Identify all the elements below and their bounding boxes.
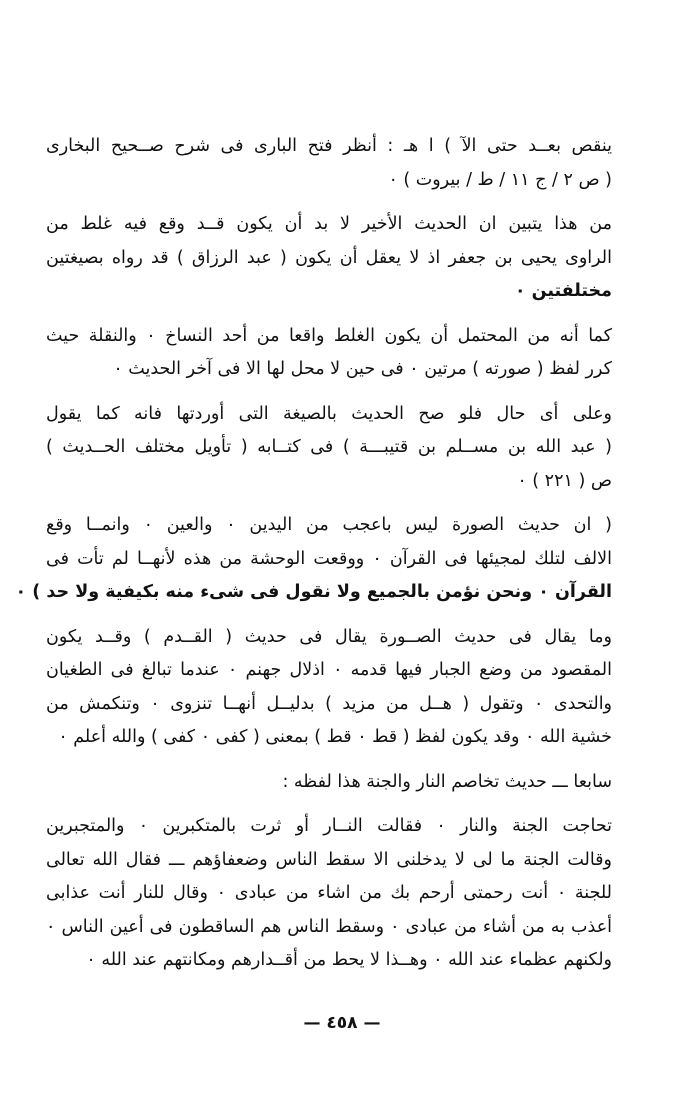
paragraph [46,810,612,978]
text-line: ( ص ٢ / ج ١١ / ط / بيروت ) ٠ [388,169,612,190]
paragraph [46,320,612,387]
paragraph [46,621,612,755]
text-line: وما يقال فى حديث الصــورة يقال فى حديث ( القــدم ) وقــد يكون [46,626,612,647]
text-line: كما أنه من المحتمل أن يكون الغلط واقعا من أحد النساخ ٠ والنقلة حيث [46,325,612,346]
text-line: والتحدى ٠ وتقول ( هــل من مزيد ) بدليــل أنهــا تنزوى ٠ وتنكمش من [46,693,613,714]
text-line: الراوى يحيى بن جعفر اذ لا يعقل أن يكون ( عبد الرزاق ) قد رواه بصيغتين [46,247,612,268]
text-line: أعذب به من أشاء من عبادى ٠ وسقط الناس هم الساقطون فى أعين الناس ٠ [46,916,612,937]
text-line: المقصود من وضع الجبار فيها قدمه ٠ اذلال جهنم ٠ عندما تبالغ فى الطغيان [46,660,613,680]
paragraph [46,766,612,800]
text-line: سابعا ـــ حديث تخاصم النار والجنة هذا لفظه : [282,771,612,792]
paragraph [15,509,612,610]
text-line: ولكنهم عظماء عند الله ٠ وهــذا لا يحط من أقــدارهم ومكانتهم عند الله ٠ [86,950,612,970]
text-line: وعلى أى حال فلو صح الحديث بالصيغة التى أوردتها فانه كما يقول [46,403,612,424]
text-line: ينقص بعــد حتى الآ ) ا هـ : أنظر فتح البارى فى شرح صــحيح البخارى [46,136,612,156]
text-line: ( ان حديث الصورة ليس باعجب من اليدين ٠ والعين ٠ وانمــا وقع [46,515,612,535]
text-line: من هذا يتبين ان الحديث الأخير لا بد أن يكون قــد وقع فيه غلط من [46,214,612,234]
text-line: ص ( ٢٢١ ) ٠ [517,470,612,491]
paragraph [46,208,612,309]
main-text [15,130,613,989]
text-line: القرآن ٠ ونحن نؤمن بالجميع ولا نقول فى شىء منه بكيفية ولا حد ) ٠ [15,582,612,602]
text-line: الالف لتلك لمجيئها فى القرآن ٠ ووقعت الوحشة من هذه لأنهــا لم تأت فى [46,548,612,569]
text-line: خشية الله ٠ وقد يكون لفظ ( قط ٠ قط ) بمعنى ( كفى ٠ كفى ) والله أعلم ٠ [58,727,612,747]
text-line: كرر لفظ ( صورته ) مرتين ٠ فى حين لا محل لها الا فى آخر الحديث ٠ [113,359,612,379]
text-line: مختلفتين ٠ [514,281,612,301]
text-line: وقالت الجنة ما لى لا يدخلنى الا سقط الناس وضعفاؤهم ـــ فقال الله تعالى [46,849,612,870]
text-line: ( عبد الله بن مســلم بن قتيبـــة ) فى كتــابه ( تأويل مختلف الحــديث ) [46,437,612,457]
paragraph [46,130,612,197]
text-line: تحاجت الجنة والنار ٠ فقالت النــار أو ثرت بالمتكبرين ٠ والمتجبرين [46,816,612,836]
page-number: — ٤٥٨ — [303,1013,381,1033]
paragraph [46,398,612,499]
text-line: للجنة ٠ أنت رحمتى أرحم بك من اشاء من عبادى ٠ وقال للنار أنت عذابى [46,883,612,903]
